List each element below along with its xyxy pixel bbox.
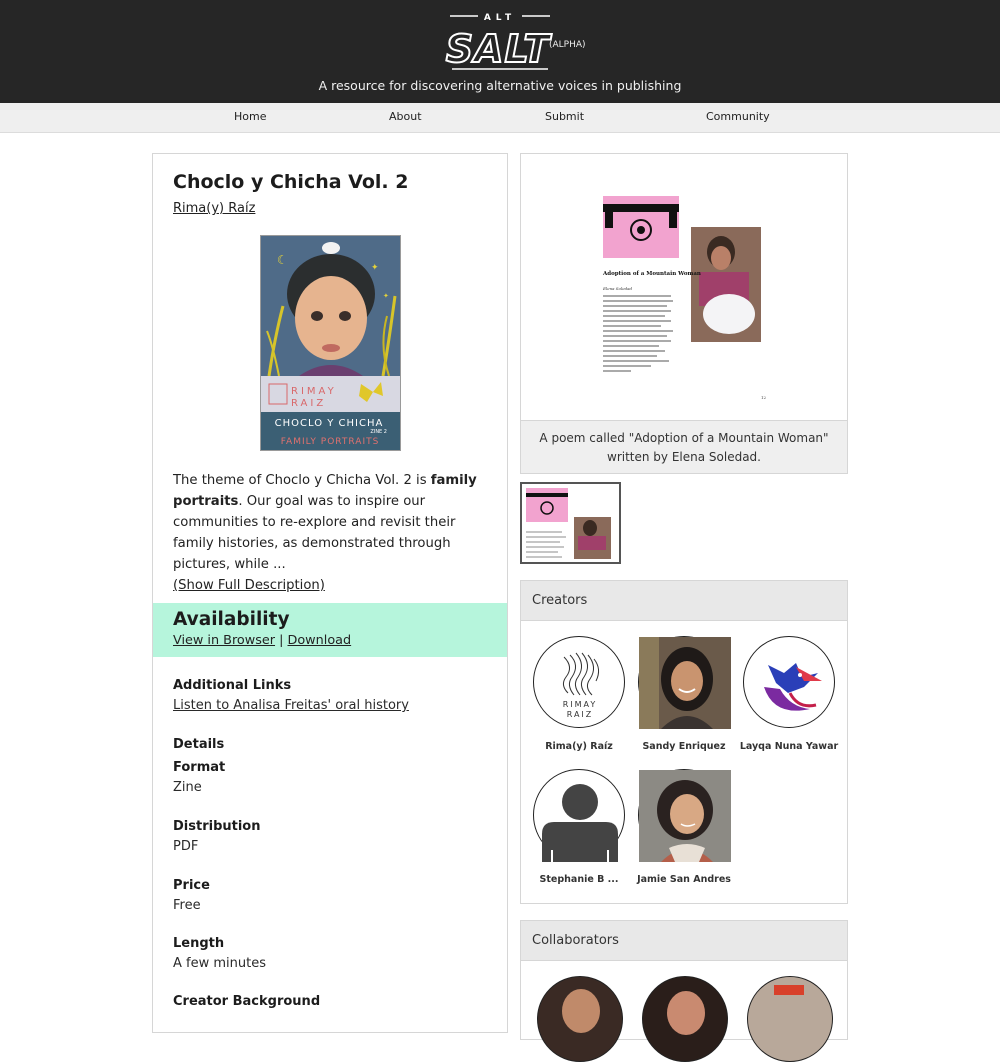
work-author-link[interactable]: Rima(y) Raíz xyxy=(173,201,256,216)
cover-line2: RAIZ xyxy=(291,398,327,409)
collaborators-heading: Collaborators xyxy=(532,933,619,948)
work-description xyxy=(173,470,493,596)
creator-card[interactable] xyxy=(634,636,734,752)
preview-gallery xyxy=(520,153,848,474)
preview-page-number: 12 xyxy=(761,395,767,400)
logo-top-text: ALT xyxy=(483,13,517,23)
logo-badge: (ALPHA) xyxy=(549,40,586,50)
preview-caption: A poem called "Adoption of a Mountain Woman" written by Elena Soledad. xyxy=(521,420,847,473)
collaborator-avatar[interactable] xyxy=(642,976,728,1062)
availability-links xyxy=(173,633,351,648)
oral-history-link[interactable]: Listen to Analisa Freitas' oral history xyxy=(173,698,409,713)
creator-name: Stephanie B ... xyxy=(539,874,619,885)
preview-page-image[interactable] xyxy=(521,154,847,420)
cover-line1: RIMAY xyxy=(291,386,337,397)
preview-poem-title: Adoption of a Mountain Woman xyxy=(603,271,701,277)
main-nav xyxy=(0,103,1000,133)
creator-avatar[interactable] xyxy=(533,636,625,728)
collaborators-panel xyxy=(520,920,848,1040)
preview-thumbnail[interactable] xyxy=(520,482,621,564)
description-text-end: . Our goal was to inspire our communities to re-explore and revisit their family histories, as demonstrated through pictures, while ... xyxy=(173,494,456,572)
distribution-label: Distribution xyxy=(173,819,261,834)
preview-poem-author: Elena Soledad xyxy=(603,286,633,291)
site-tagline: A resource for discovering alternative voices in publishing xyxy=(318,78,682,93)
price-label: Price xyxy=(173,878,210,893)
creator-background-label: Creator Background xyxy=(173,994,321,1009)
creator-avatar[interactable] xyxy=(638,769,730,861)
svg-text:✦: ✦ xyxy=(383,292,389,300)
availability-section xyxy=(153,603,507,657)
collaborators-header xyxy=(521,921,847,961)
creator-card[interactable] xyxy=(529,636,629,752)
site-header xyxy=(0,0,1000,103)
creator-avatar[interactable] xyxy=(638,636,730,728)
nav-about[interactable]: About xyxy=(389,110,422,123)
cover-line5: FAMILY PORTRAITS xyxy=(280,437,380,447)
cover-line4: ZINE 2 xyxy=(370,429,387,435)
availability-heading: Availability xyxy=(173,609,290,630)
site-logo[interactable] xyxy=(445,10,552,71)
svg-text:☾: ☾ xyxy=(277,253,288,267)
creators-panel xyxy=(520,580,848,904)
details-heading: Details xyxy=(173,737,225,752)
cover-line3: CHOCLO Y CHICHA xyxy=(274,418,384,429)
svg-text:RIMAY: RIMAY xyxy=(562,700,598,709)
creator-card[interactable] xyxy=(739,636,839,752)
description-bold: family portraits xyxy=(173,473,477,509)
creator-card[interactable] xyxy=(634,769,734,885)
svg-text:RAIZ: RAIZ xyxy=(566,710,594,719)
nav-home[interactable]: Home xyxy=(234,110,267,123)
nav-submit[interactable]: Submit xyxy=(545,110,585,123)
length-label: Length xyxy=(173,936,225,951)
format-value: Zine xyxy=(173,780,202,795)
creator-card[interactable] xyxy=(529,769,629,885)
nav-community[interactable]: Community xyxy=(706,110,770,123)
creators-header xyxy=(521,581,847,621)
show-full-description-link[interactable]: (Show Full Description) xyxy=(173,578,325,593)
creator-name: Rima(y) Raíz xyxy=(545,741,613,752)
collaborator-avatar[interactable] xyxy=(747,976,833,1062)
collaborator-avatar[interactable] xyxy=(537,976,623,1062)
format-label: Format xyxy=(173,760,226,775)
svg-text:✦: ✦ xyxy=(371,263,379,273)
distribution-value: PDF xyxy=(173,839,199,854)
length-value: A few minutes xyxy=(173,956,266,971)
creator-name: Sandy Enriquez xyxy=(642,741,726,752)
creators-heading: Creators xyxy=(532,593,588,608)
link-separator: | xyxy=(279,633,284,648)
creator-avatar[interactable] xyxy=(533,769,625,861)
logo-main-text: SALT xyxy=(445,27,551,71)
additional-links-heading: Additional Links xyxy=(173,678,292,693)
cover-image[interactable] xyxy=(260,235,401,451)
work-details-card xyxy=(152,153,508,1033)
creator-name: Layqa Nuna Yawar xyxy=(739,741,839,752)
creator-name: Jamie San Andres xyxy=(637,874,731,885)
download-link[interactable]: Download xyxy=(287,633,352,648)
price-value: Free xyxy=(173,898,201,913)
view-in-browser-link[interactable]: View in Browser xyxy=(173,633,276,648)
description-text-start: The theme of Choclo y Chicha Vol. 2 is xyxy=(173,473,431,488)
work-title: Choclo y Chicha Vol. 2 xyxy=(173,171,409,193)
creator-avatar[interactable] xyxy=(743,636,835,728)
